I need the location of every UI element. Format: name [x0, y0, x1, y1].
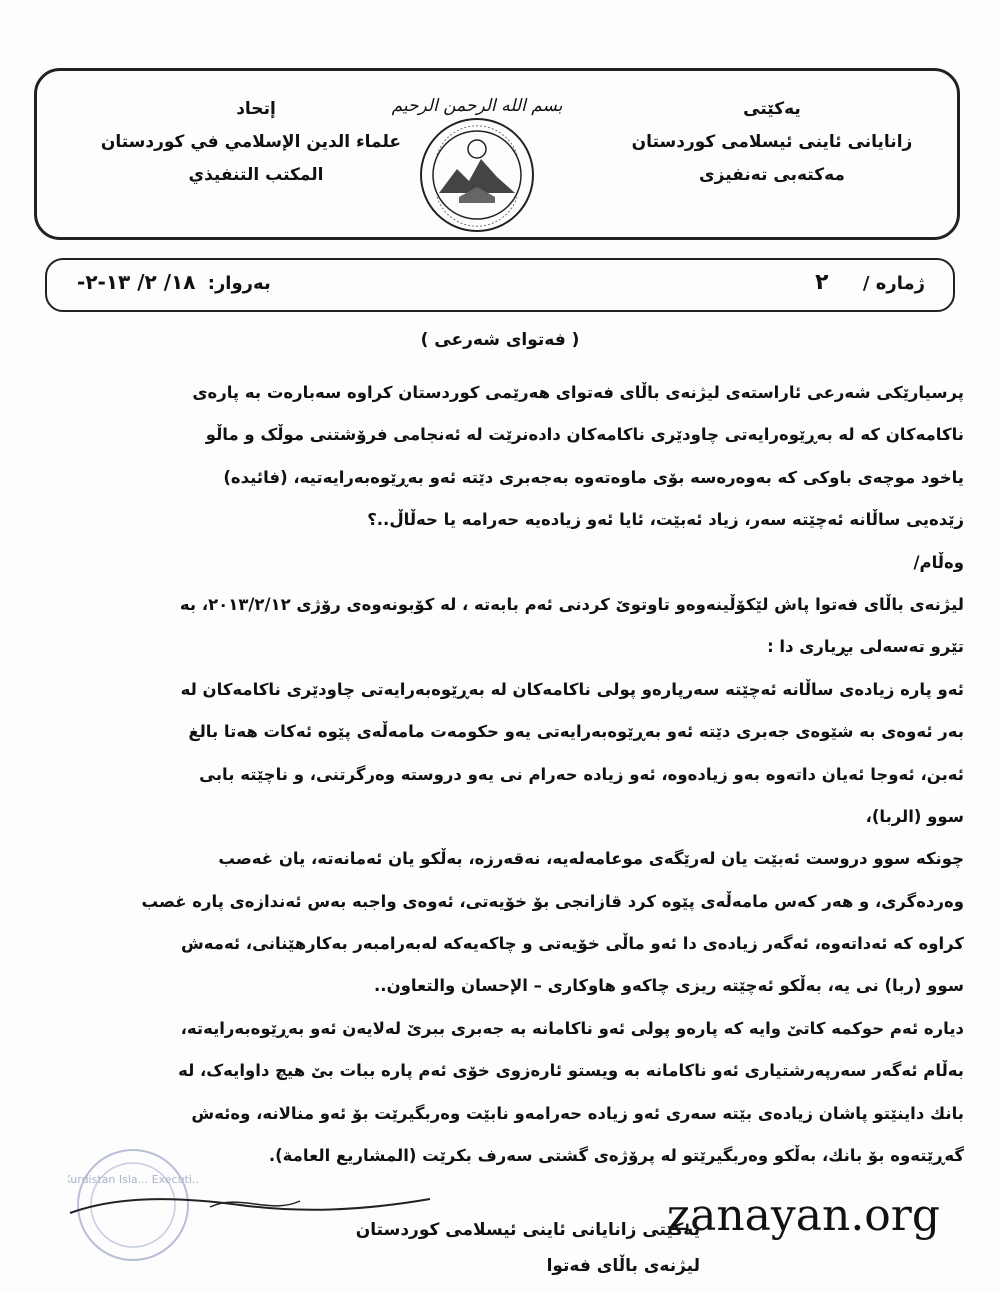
body-line: یاخود موچەی باوکی کە بەوەرەسە بۆی ماوەتەوە بەجەبری دێتە ئەو بەڕێوەبەرایەتیە، (فائیدە): [223, 467, 964, 487]
body-line: سوو (الربا)،: [865, 806, 964, 826]
body-line: تێرو تەسەلی بڕیاری دا :: [767, 637, 964, 657]
signature-line-1: یەکێتی زانایانی ئاینی ئیسلامی کوردستان: [355, 1220, 700, 1240]
body-line: وەڵام/: [913, 552, 964, 572]
union-emblem-icon: [377, 85, 577, 233]
body-line: سوو (ربا) نی یە، بەڵکو ئەچێتە ریزی چاکەو هاوکاری – الإحسان والتعاون..: [374, 976, 964, 996]
body-line: گەڕێتەوە بۆ بانك، بەڵکو وەربگیرێتو لە پرۆژەی گشتی سەرف بکرێت (المشاريع العامة).: [268, 1146, 964, 1166]
site-watermark: zanayan.org: [666, 1190, 940, 1241]
body-line: بەر ئەوەی بە شێوەی جەبری دێتە ئەو بەڕێوەبەرایەتی یەو حکومەت مامەڵەی پێوە ئەکات هەتا بالغ: [188, 722, 964, 742]
body-line: دیارە ئەم حوکمە کاتێ وایە کە پارەو پولی ئەو ناکامانە بە جەبری ببرێ لەلایەن ئەو بەڕێوەبەرایەتە،: [180, 1018, 964, 1038]
reference-number-value: ٢: [815, 270, 829, 295]
letterhead-arabic-line-1: إتحاد: [236, 99, 276, 119]
document-body: [32, 372, 964, 1177]
body-line: پرسیارێکی شەرعی ئاراستەی لیژنەی باڵای فەتوای هەرێمی کوردستان کراوە سەبارەت بە پارەی: [192, 383, 964, 402]
letterhead-arabic-line-3: المكتب التنفيذي: [188, 165, 324, 185]
reference-number: [815, 270, 925, 295]
letterhead-kurdish: [627, 93, 917, 192]
reference-date-label: بەروار:: [207, 273, 271, 294]
reference-box: [45, 258, 955, 312]
body-line: بانك داینێتو پاشان زیادەی بێتە سەری ئەو زیادە حەرامەو نابێت وەربگیرێت بۆ ئەو منالانە، وەئەش: [191, 1103, 964, 1123]
letterhead-arabic: [100, 93, 401, 192]
body-line: ناکامەکان کە لە بەڕێوەرایەتی چاودێری ناکامەکان دادەنرێت لە ئەنجامی فرۆشتنی موڵک و ماڵو: [205, 425, 964, 445]
body-line: کراوە کە ئەداتەوە، ئەگەر زیادەی دا ئەو ماڵی خۆیەتی و چاکەیەکە لەبەرامبەر بەکارهێنانی، ئەمەش: [180, 934, 964, 954]
letterhead-kurdish-line-2: زانایانی ئاینی ئیسلامی کوردستان: [631, 132, 913, 152]
body-line: چونکە سوو دروست ئەبێت یان لەرێگەی موعامەلەیە، نەقەرزە، بەڵکو یان ئەمانەتە، یان غەصب: [218, 849, 964, 869]
reference-date: [77, 270, 271, 294]
signature-line-2: لیژنەی باڵای فەتوا: [546, 1256, 700, 1276]
body-line: ئەبن، ئەوجا ئەیان داتەوە بەو زیادەوە، ئەو زیادە حەرام نی یەو دروستە وەرگرتنی، و ناچێتە بابی: [199, 764, 964, 784]
body-line: لیژنەی باڵای فەتوا پاش لێکۆڵینەوەو تاوتوێ کردنی ئەم بابەتە ، لە کۆبونەوەی رۆژی ٢٠١٣/٢/١٢، بە: [179, 594, 964, 614]
letterhead-arabic-line-2: علماء الدين الإسلامي في كوردستان: [100, 132, 401, 152]
body-line: وەردەگری، و هەر کەس مامەڵەی پێوە کرد قازانجی بۆ خۆیەتی، ئەوەی واجبە بەس ئەندازەی پارە غصب: [141, 891, 964, 911]
stamp-text: Kurdistan Isla... Executi...: [68, 1173, 198, 1186]
body-line: زێدەیی ساڵانە ئەچێتە سەر، زیاد ئەبێت، ئایا ئەو زیادەیە حەرامە یا حەڵاڵ..؟: [367, 510, 964, 530]
basmala: بسم الله الرحمن الرحيم: [391, 96, 563, 116]
letterhead: [34, 68, 960, 240]
body-line: ئەو پارە زیادەی ساڵانە ئەچێتە سەرپارەو پولی ناکامەکان لە بەڕێوەبەرایەتی چاودێری ناکامەکان لە: [180, 679, 964, 699]
body-line: بەڵام ئەگەر سەرپەرشتیاری ئەو ناکامانە بە ویستو ئارەزوی خۆی ئەم پارە ببات بێ هیچ داوایەک، لە: [178, 1061, 964, 1081]
reference-number-label: ژمارە /: [862, 273, 925, 294]
letterhead-kurdish-line-3: مەکتەبی تەنفیزی: [699, 165, 845, 185]
reference-date-value: ١٨/ ٢/ ١٣-٢-: [77, 270, 196, 294]
letterhead-kurdish-line-1: یەکێتی: [743, 99, 801, 119]
signature-block: [356, 1212, 700, 1284]
document-title: ( فەتوای شەرعی ): [420, 330, 580, 350]
